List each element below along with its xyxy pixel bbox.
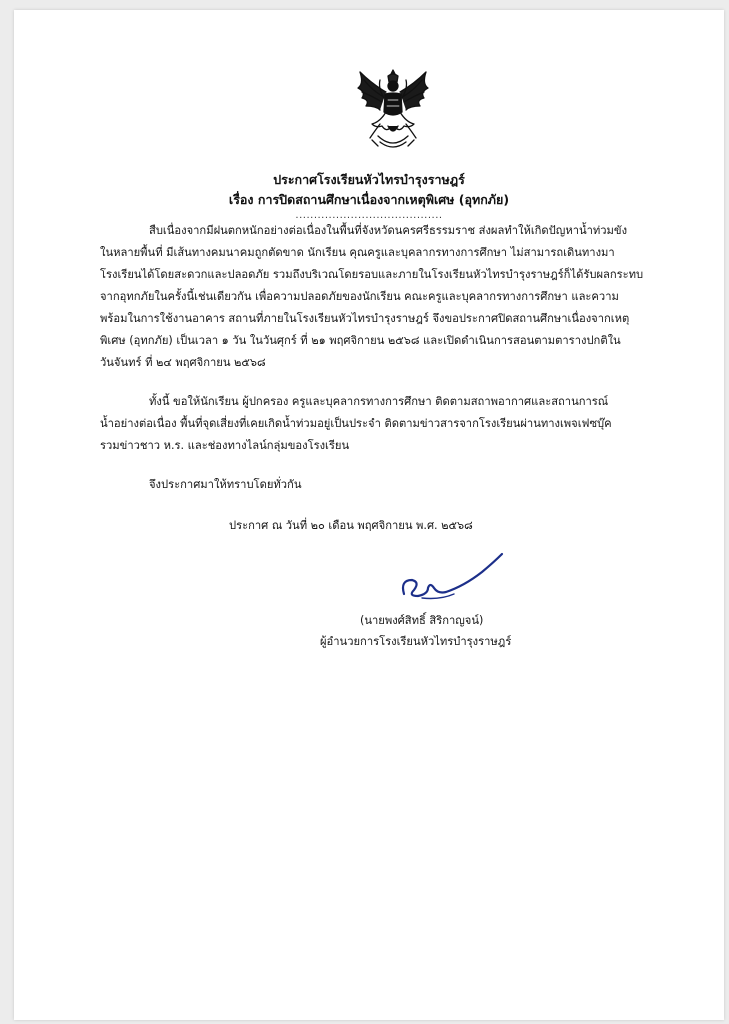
paragraph-1-line-7: วันจันทร์ ที่ ๒๔ พฤศจิกายน ๒๕๖๘ — [100, 356, 266, 369]
paragraph-1-line-3: โรงเรียนได้โดยสะดวกและปลอดภัย รวมถึงบริเวณโดยรอบและภายในโรงเรียนหัวไทรบำรุงราษฎร์ก็ได้รับผลกระทบ — [100, 268, 644, 281]
paragraph-1-line-4: จากอุทกภัยในครั้งนี้เช่นเดียวกัน เพื่อความปลอดภัยของนักเรียน คณะครูและบุคลากรทางการศึกษา และความ — [100, 290, 619, 303]
paragraph-1-line-5: พร้อมในการใช้งานอาคาร สถานที่ภายในโรงเรียนหัวไทรบำรุงราษฎร์ จึงขอประกาศปิดสถานศึกษาเนื่องจากเหตุ — [100, 312, 630, 325]
signer-name: (นายพงศ์สิทธิ์ สิริกาญจน์) — [360, 614, 484, 627]
paragraph-2-line-2: น้ำอย่างต่อเนื่อง พื้นที่จุดเสี่ยงที่เคยเกิดน้ำท่วมอยู่เป็นประจำ ติดตามข่าวสารจากโรงเรียนผ่านทางเพจเฟซบุ๊ค — [100, 417, 612, 430]
announcement-title: ประกาศโรงเรียนหัวไทรบำรุงราษฎร์ — [273, 172, 465, 187]
signature-mark — [394, 550, 524, 610]
signer-position: ผู้อำนวยการโรงเรียนหัวไทรบำรุงราษฎร์ — [320, 635, 512, 648]
paragraph-1-line-6: พิเศษ (อุทกภัย) เป็นเวลา ๑ วัน ในวันศุกร์ ที่ ๒๑ พฤศจิกายน ๒๕๖๘ และเปิดดำเนินการสอนตามตารางปกติใน — [100, 334, 621, 347]
paragraph-2-line-1: ทั้งนี้ ขอให้นักเรียน ผู้ปกครอง ครูและบุคลากรทางการศึกษา ติดตามสถาพอากาศและสถานการณ์ — [149, 395, 609, 408]
title-separator: ........................................ — [295, 210, 443, 221]
garuda-emblem-icon — [350, 66, 436, 152]
paragraph-1-line-1: สืบเนื่องจากมีฝนตกหนักอย่างต่อเนื่องในพื้นที่จังหวัดนครศรีธรรมราช ส่งผลทำให้เกิดปัญหาน้ำท่วมขัง — [149, 224, 628, 237]
paragraph-2-line-3: รวมข่าวชาว ห.ร. และช่องทางไลน์กลุ่มของโรงเรียน — [100, 439, 350, 452]
announcement-subject: เรื่อง การปิดสถานศึกษาเนื่องจากเหตุพิเศษ (อุทกภัย) — [228, 192, 510, 207]
paragraph-1-line-2: ในหลายพื้นที่ มีเส้นทางคมนาคมถูกตัดขาด นักเรียน คุณครูและบุคลากรทางการศึกษา ไม่สามารถเดินทางมา — [100, 246, 615, 259]
announcement-date: ประกาศ ณ วันที่ ๒๐ เดือน พฤศจิกายน พ.ศ. ๒๕๖๘ — [229, 519, 473, 532]
announcement-page — [14, 10, 724, 1020]
closing-statement: จึงประกาศมาให้ทราบโดยทั่วกัน — [149, 478, 302, 491]
